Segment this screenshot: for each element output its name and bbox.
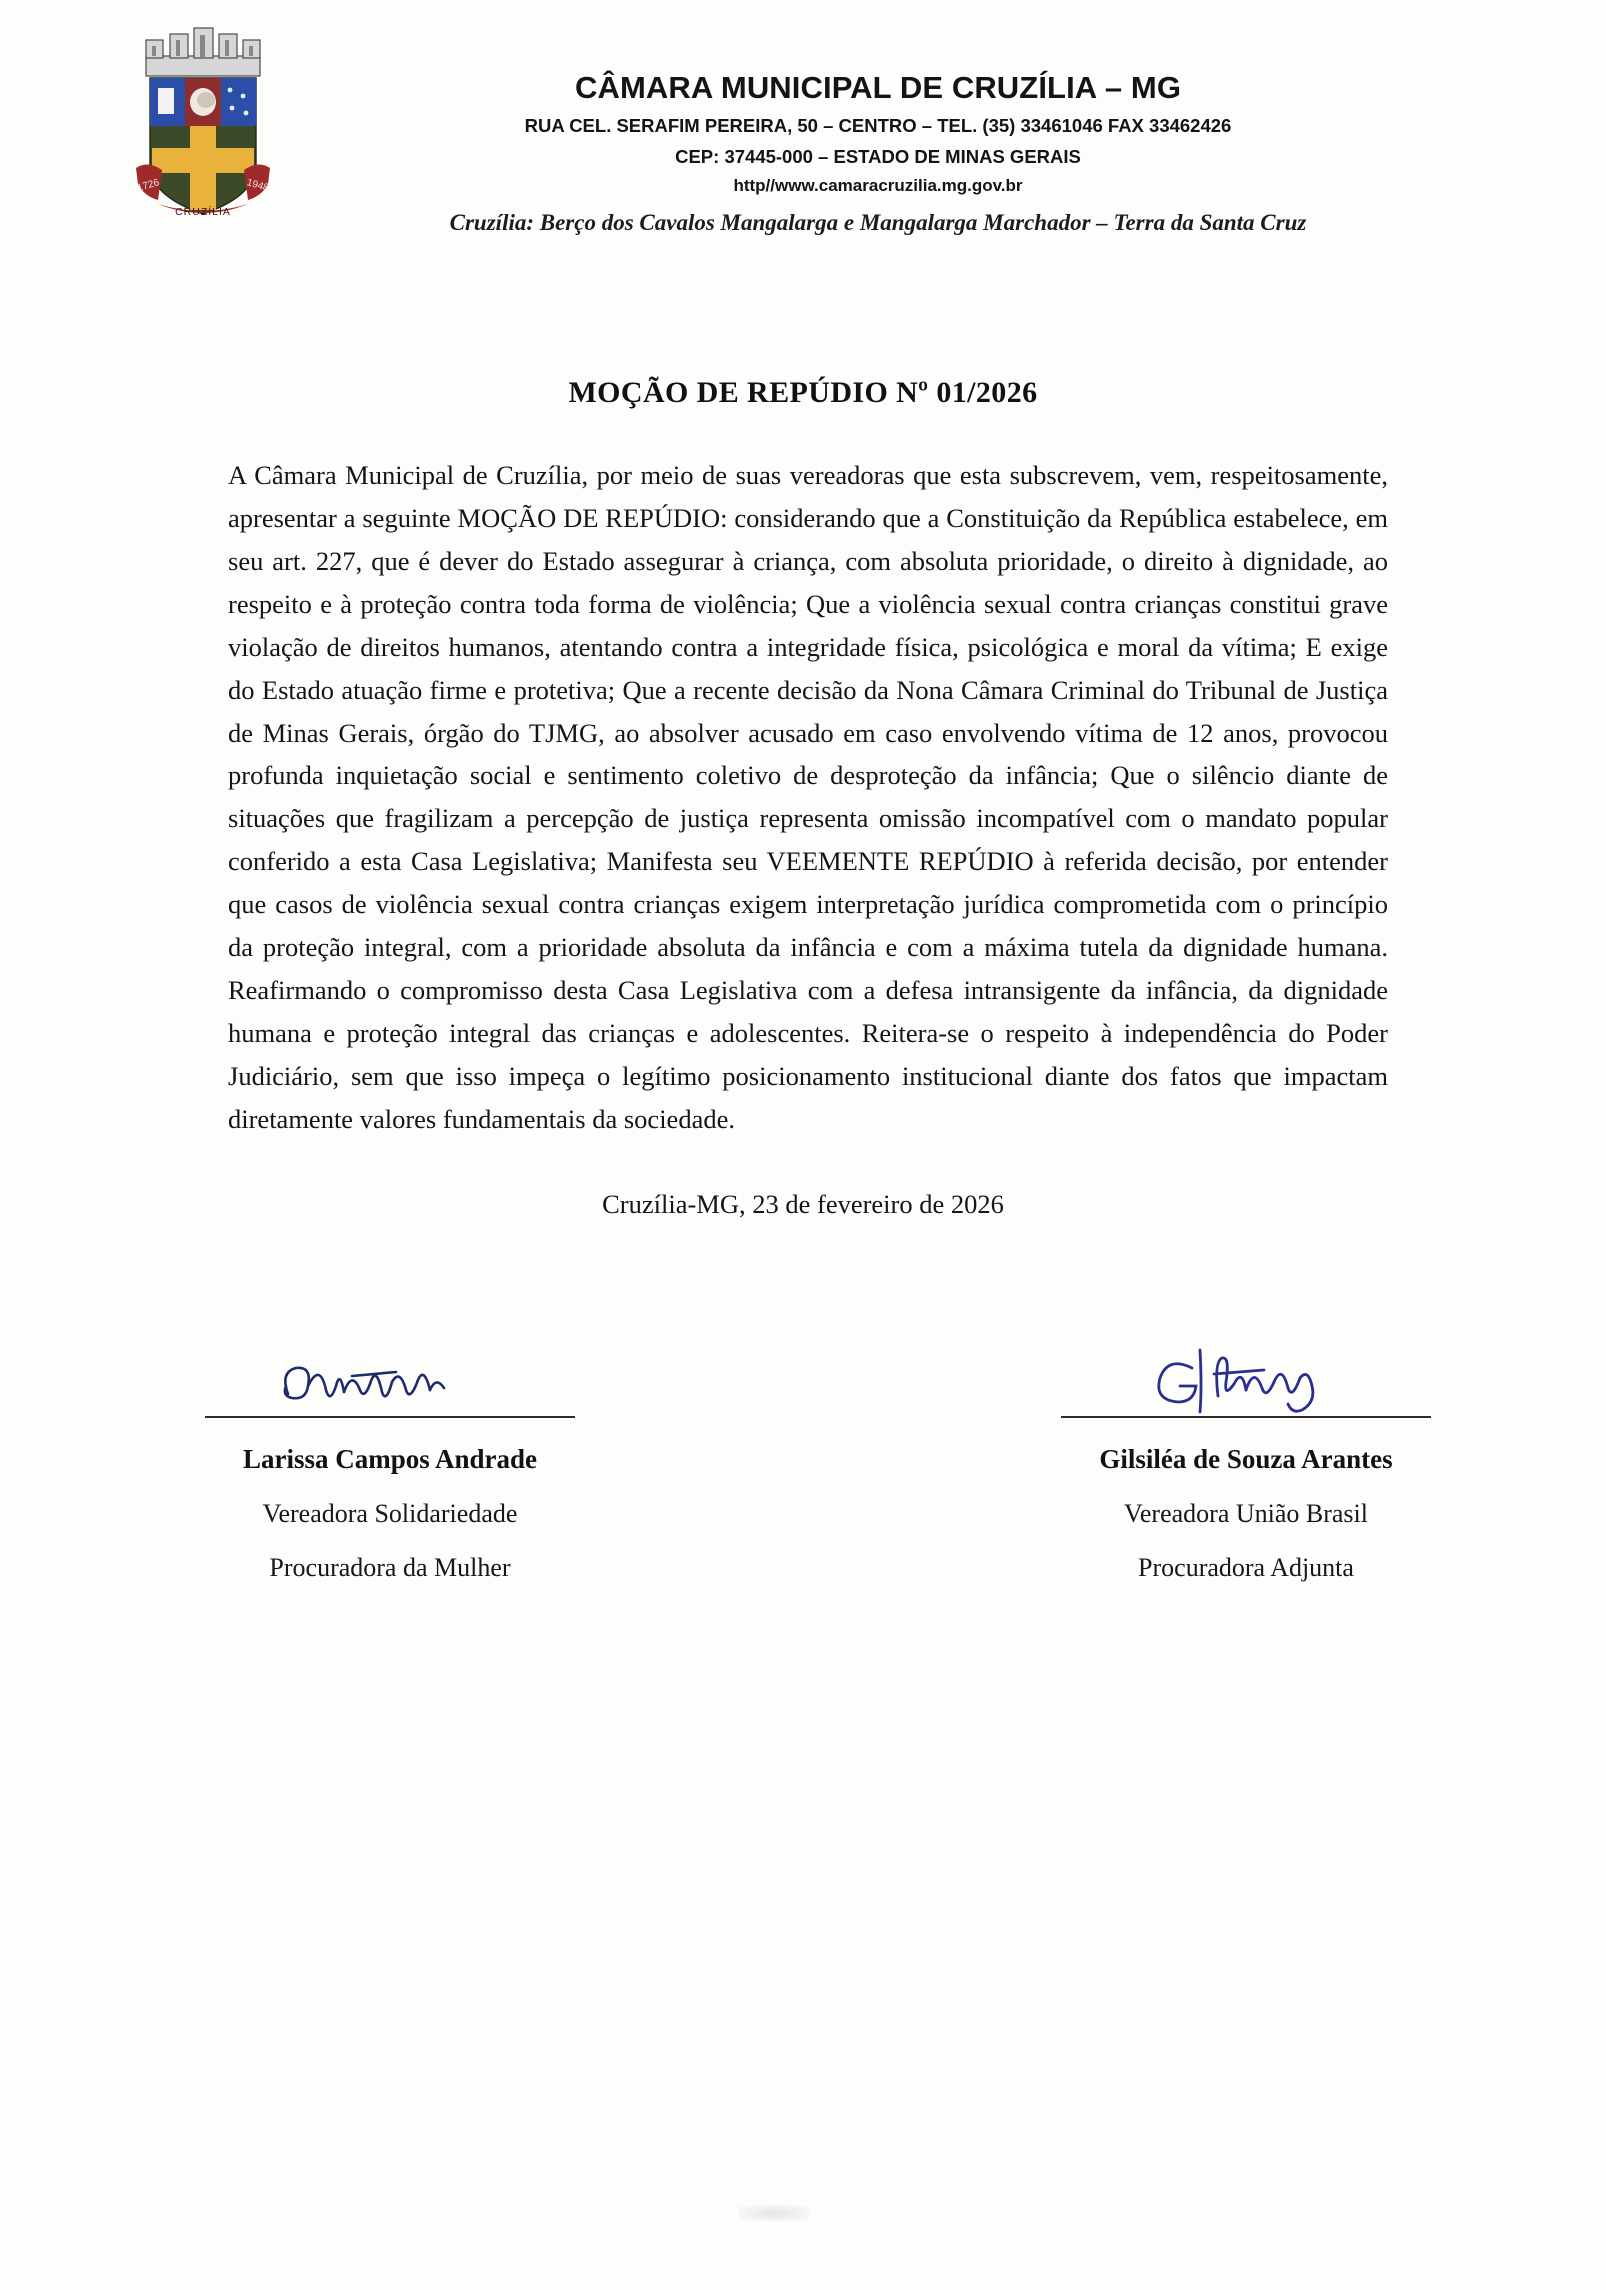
svg-text:CRUZÍLIA: CRUZÍLIA (175, 206, 231, 218)
date-line: Cruzília-MG, 23 de fevereiro de 2026 (602, 1188, 1004, 1219)
crest-container (0, 18, 300, 218)
municipality-tagline: Cruzília: Berço dos Cavalos Mangalarga e Mangalarga Marchador – Terra da Santa Cruz (449, 210, 1307, 235)
signatory-title-left: Procuradora da Mulher (269, 1552, 511, 1582)
signatory-name-right: Gilsiléa de Souza Arantes (1099, 1443, 1393, 1474)
signature-block-left (180, 1338, 600, 1583)
signatory-role-right: Vereadora União Brasil (1123, 1498, 1369, 1528)
signatory-title-right: Procuradora Adjunta (1138, 1552, 1354, 1582)
svg-text:1726: 1726 (136, 177, 161, 194)
website-url: http//www.camaracruzilia.mg.gov.br (733, 176, 1023, 195)
signature-ink-andrade (180, 1338, 600, 1416)
svg-text:1948: 1948 (245, 177, 270, 194)
signatory-role-left: Vereadora Solidariedade (262, 1498, 518, 1528)
document-body: A Câmara Municipal de Cruzília, por meio de suas vereadoras que esta subscrevem, vem, respeitosamente, apresentar a seguinte MOÇÃO DE REPÚDIO: considerando que a Constituição da República estabelece, em seu art. 227, que é dever do Estado assegurar à criança, com absoluta prioridade, o direito à dignidade, ao respeito e à proteção contra toda forma de violência; Que a violência sexual contra crianças constitui grave violação de direitos humanos, atentando contra a integridade física, psicológica e moral da vítima; E exige do Estado atuação firme e protetiva; Que a recente decisão da Nona Câmara Criminal do Tribunal de Justiça de Minas Gerais, órgão do TJMG, ao absolver acusado em caso envolvendo vítima de 12 anos, provocou profunda inquietação social e sentimento coletivo de desproteção da infância; Que o silêncio diante de situações que fragilizam a percepção de justiça representa omissão incompatível com o mandato popular conferido a esta Casa Legislativa; Manifesta seu VEEMENTE REPÚDIO à referida decisão, por entender que casos de violência sexual contra crianças exigem interpretação jurídica comprometida com o princípio da proteção integral, com a prioridade absoluta da infância e com a máxima tutela da dignidade humana. Reafirmando o compromisso desta Casa Legislativa com a defesa intransigente da infância, da dignidade humana e proteção integral das crianças e adolescentes. Reitera-se o respeito à independência do Poder Judiciário, sem que isso impeça o legítimo posicionamento institucional diante dos fatos que impactam diretamente valores fundamentais da sociedade. (228, 460, 1388, 1134)
signature-ink-arantes (1036, 1338, 1456, 1416)
scan-artifact (739, 2205, 809, 2221)
document-title: MOÇÃO DE REPÚDIO Nº 01/2026 (568, 376, 1038, 409)
letterhead (0, 0, 1606, 236)
coat-of-arms-icon (128, 18, 278, 218)
signature-area (0, 1338, 1606, 1583)
signatory-name-left: Larissa Campos Andrade (242, 1443, 538, 1474)
address-line-1: RUA CEL. SERAFIM PEREIRA, 50 – CENTRO – TEL. (35) 33461046 FAX 33462426 (524, 115, 1232, 136)
signature-block-right (1036, 1338, 1456, 1583)
organization-name: CÂMARA MUNICIPAL DE CRUZÍLIA – MG (574, 70, 1182, 105)
address-line-2: CEP: 37445-000 – ESTADO DE MINAS GERAIS (675, 146, 1081, 167)
letterhead-text (300, 18, 1606, 236)
